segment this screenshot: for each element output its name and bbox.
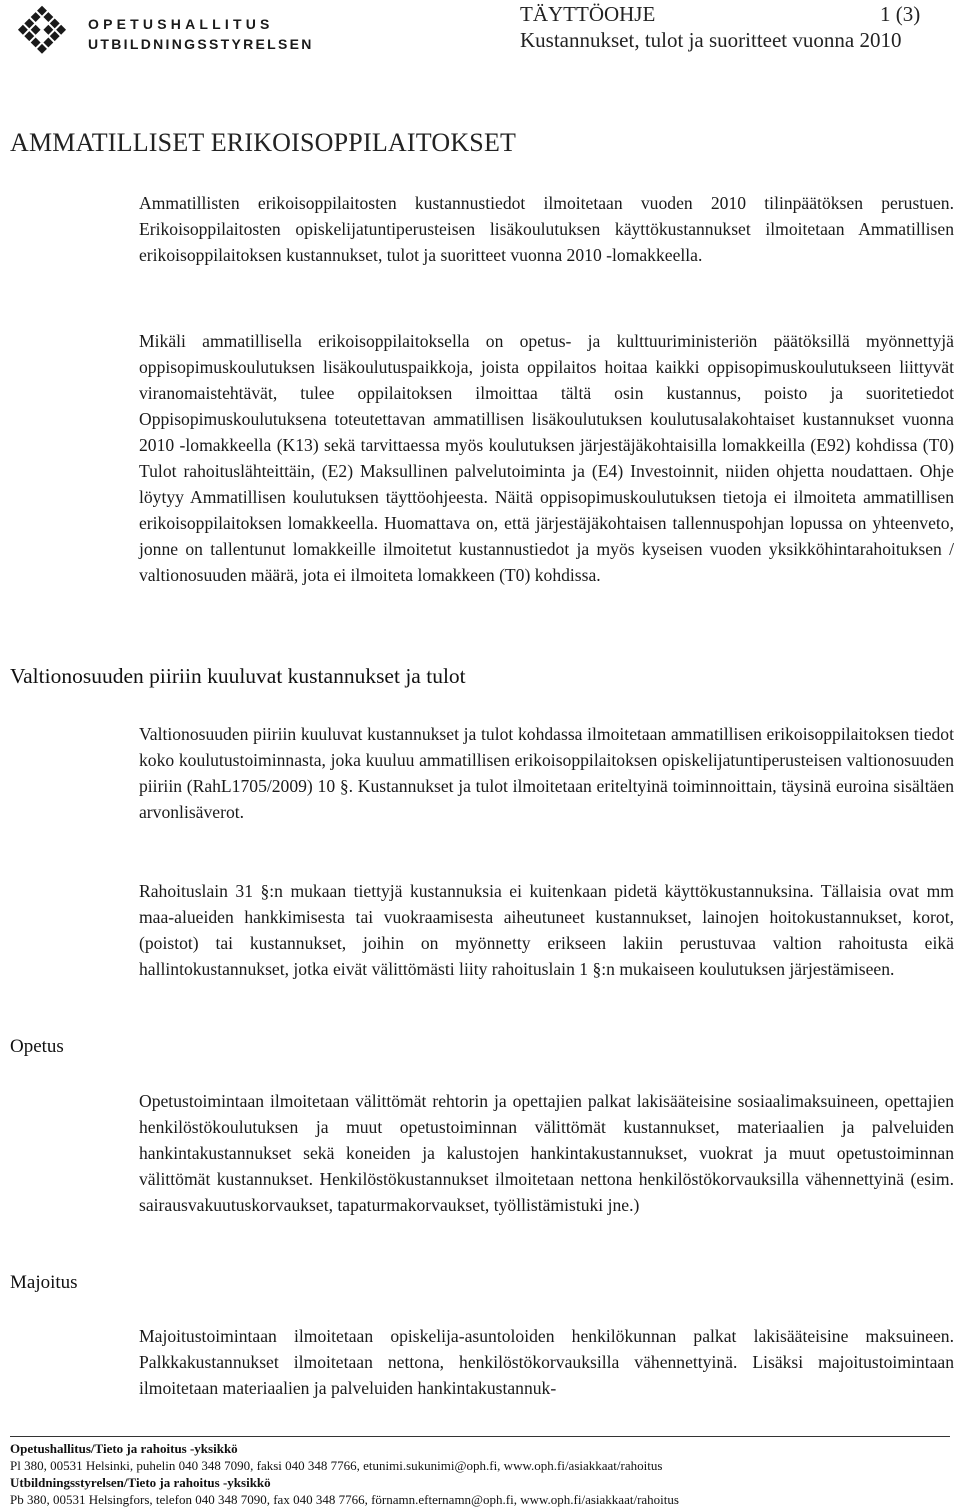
document-subtitle: Kustannukset, tulot ja suoritteet vuonna 2010 — [520, 28, 902, 52]
main-heading: AMMATILLISET ERIKOISOPPILAITOKSET — [10, 128, 517, 157]
funding-law-paragraph: Rahoituslain 31 §:n mukaan tiettyjä kustannuksia ei kuitenkaan pidetä käyttökustannuksina. Tällaisia ovat mm maa-alueiden hankkimisesta tai vuokraamisesta aiheutuneet kustannukset, lainojen hoitokustannukset, korot, (poistot) tai kustannukset, joihin on myönnetty erikseen lakiin perustuvaa valtion rahoitusta eikä hallintokustannukset, jotka eivät välittömästi liity rahoituslain 1 §:n mukaiseen koulutuksen järjestämiseen. — [139, 881, 954, 979]
section-heading: Valtionosuuden piiriin kuuluvat kustannukset ja tulot — [10, 664, 466, 688]
organization-logo — [10, 2, 314, 66]
accommodation-paragraph: Majoitustoimintaan ilmoitetaan opiskelija-asuntoloiden henkilökunnan palkat lakisääteisine maksuineen. Palkkakustannukset ilmoitetaan nettona, henkilöstökorvauksilla vähennettyinä. Lisäksi majoitustoimintaan ilmoitetaan materiaalien ja palveluiden hankintakustannuk- — [139, 1326, 954, 1398]
apprenticeship-paragraph: Mikäli ammatillisella erikoisoppilaitoksella on opetus- ja kulttuuriministeriön päätöksillä myönnettyjä oppisopimuskoulutuksen lisäkoulutuspaikkoja, joista oppilaitos hoitaa kaikki oppisopimuskoulutukseen liittyvät viranomaistehtävät, tulee oppilaitoksen ilmoittaa tältä osin kustannus, poisto ja suoritetiedot Oppisopimuskoulutuksena toteutettavan ammatillisen lisäkoulutuksen koulutusalakohtaiset kustannukset vuonna 2010 -lomakkeella (K13) sekä tarvittaessa myös koulutuksen järjestäjäkohtaisilla lomakkeilla (E92) kohdissa (T0) Tulot rahoituslähteittäin, (E2) Maksullinen palvelutoiminta ja (E4) Investoinnit, niiden ohjetta noudattaen. Ohje löytyy Ammatillisen koulutuksen täyttöohjeesta. Näitä oppisopimuskoulutuksen tietoja ei ilmoiteta ammatillisen erikoisoppilaitoksen lomakkeella. Huomattava on, että järjestäjäkohtaisen tallennuspohjan lopussa on yhteenveto, jonne on tallentunut lomakkeille ilmoitetut kustannustiedot ja myös kyseisen vuoden yksikköhintarahoituksen / valtionosuuden määrä, jota ei ilmoiteta lomakkeen (T0) kohdissa. — [139, 331, 954, 585]
diamond-pattern-logo-icon — [10, 2, 74, 66]
side-label-opetus: Opetus — [10, 1036, 64, 1057]
footer-fi-unit: Opetushallitus/Tieto ja rahoitus -yksikkö — [10, 1441, 238, 1456]
page-number: 1 (3) — [880, 2, 921, 26]
footer-sv-unit: Utbildningsstyrelsen/Tieto ja rahoitus -yksikkö — [10, 1475, 271, 1490]
side-label-majoitus: Majoitus — [10, 1272, 78, 1293]
footer-sv-contact: Pb 380, 00531 Helsingfors, telefon 040 348 7090, fax 040 348 7766, förnamn.efternamn@oph.fi, www.oph.fi/asiakkaat/rahoitus — [10, 1492, 679, 1507]
state-subsidy-paragraph: Valtionosuuden piiriin kuuluvat kustannukset ja tulot kohdassa ilmoitetaan ammatillisen erikoisoppilaitoksen tiedot koko koulutustoiminnasta, joka kuuluu ammatillisen erikoisoppilaitoksen opiskelijatuntiperusteisen valtionosuuden piiriin (RahL1705/2009) 10 §. Kustannukset ja tulot ilmoitetaan eriteltyinä toiminnoittain, täysinä euroina sisältäen arvonlisäverot. — [139, 724, 954, 822]
logo-org-name-sv: UTBILDNINGSSTYRELSEN — [88, 36, 314, 52]
intro-paragraph: Ammatillisten erikoisoppilaitosten kustannustiedot ilmoitetaan vuoden 2010 tilinpäätöksen perustuen. Erikoisoppilaitosten opiskelijatuntiperusteisen lisäkoulutuksen käyttökustannukset ilmoitetaan Ammatillisen erikoisoppilaitoksen kustannukset, tulot ja suoritteet vuonna 2010 -lomakkeella. — [139, 193, 954, 265]
teaching-paragraph: Opetustoimintaan ilmoitetaan välittömät rehtorin ja opettajien palkat lakisääteisine sosiaalimaksuineen, opettajien henkilöstökoulutuksen ja muut opetustoiminnan välittömät kustannukset, materiaalien ja palveluiden hankintakustannukset sekä koneiden ja kalustojen hankintakustannukset, vuokrat ja muut opetustoiminnan välittömät kustannukset. Henkilöstökustannukset ilmoitetaan nettona henkilöstökorvauksilla vähennettyinä (esim. sairausvakuutuskorvaukset, tapaturmakorvaukset, työllistämistuki jne.) — [139, 1091, 954, 1215]
footer-fi-contact: Pl 380, 00531 Helsinki, puhelin 040 348 7090, faksi 040 348 7766, etunimi.sukunimi@oph.fi, www.oph.fi/asiakkaat/rahoitus — [10, 1458, 663, 1473]
logo-org-name-fi: OPETUSHALLITUS — [88, 16, 274, 32]
document-type-title: TÄYTTÖOHJE — [520, 2, 656, 26]
footer-divider — [10, 1436, 950, 1437]
